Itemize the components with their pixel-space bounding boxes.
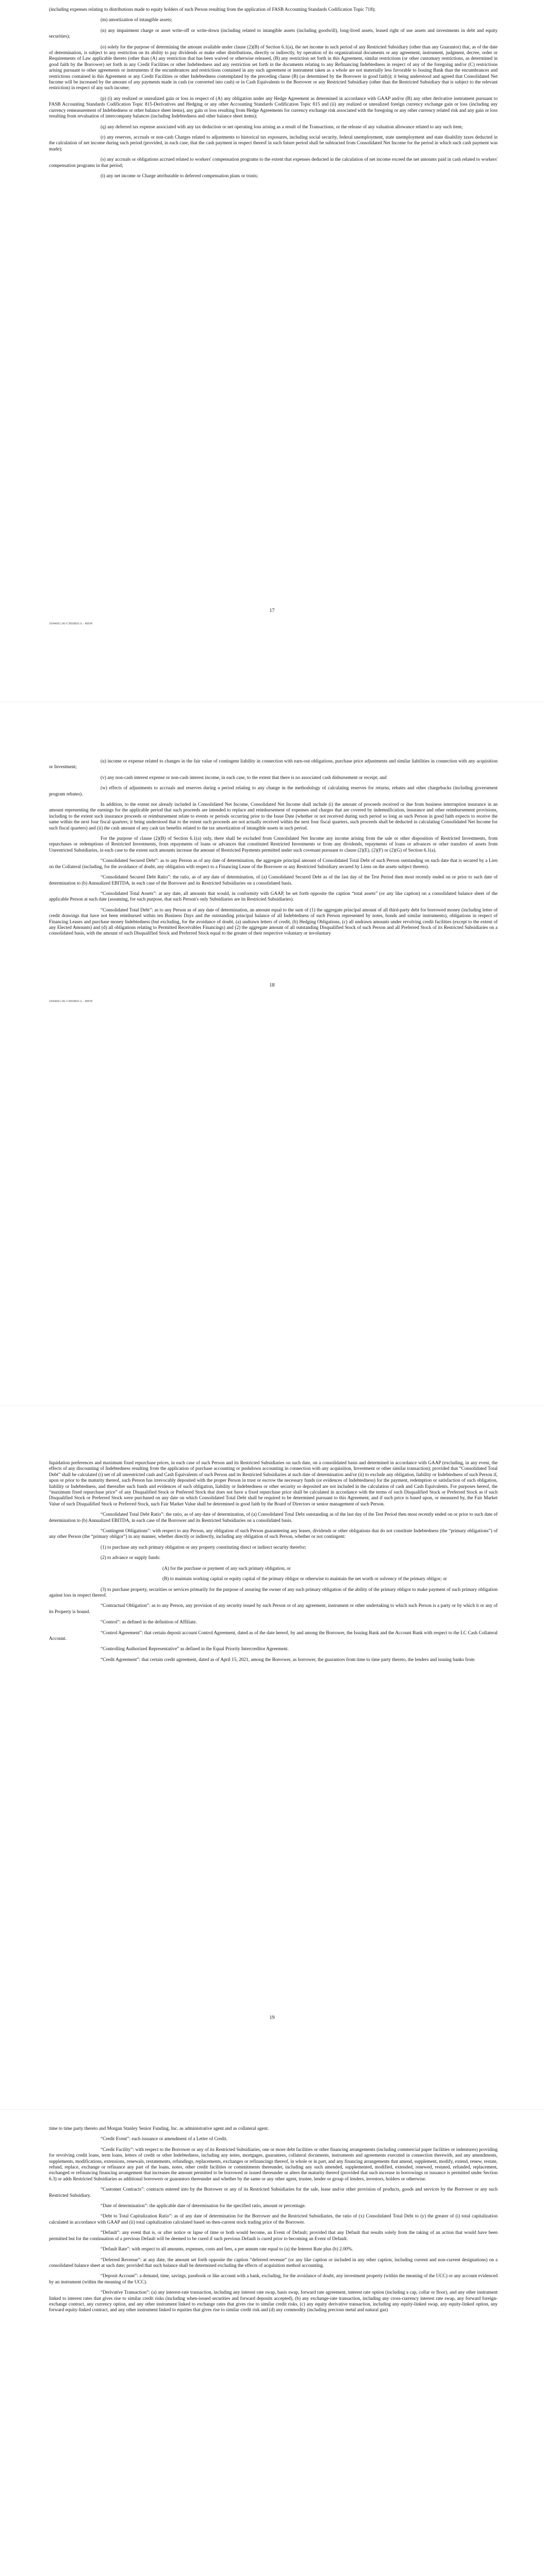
paragraph: “Consolidated Secured Debt”: as to any Person as of any date of determination, the aggregate principal amount of Consolidated Total Debt of such Person outstanding on such date that is secured by a Lien on the Collateral (including, for the avoidance of doubt, any obligation with respect to a Financing Lease of the Borrower or any Restricted Subsidiary secured by Liens on the assets subject thereto). (49, 858, 498, 870)
paragraph: (u) income or expense related to changes in the fair value of contingent liability in connection with earn-out obligations, purchase price adjustments and similar liabilities in connection with any acquisition or Investment; (49, 759, 498, 770)
paragraph: “Consolidated Total Debt”: as to any Person as of any date of determination, an amount equal to the sum of (1) the aggregate principal amount of all third-party debt for borrowed money (including letter of credit drawings that have not been reimbursed within ten Business Days and the outstanding principal balance of all Indebtedness of such Person represented by notes, bonds and similar instruments), obligations in respect of Financing Leases and purchase money Indebtedness (but excluding, for the avoidance of doubt, (a) undrawn letters of credit, (b) Hedging Obligations, (c) all undrawn amounts under revolving credit facilities (except to the extent of any Elected Amounts) and (d) all obligations relating to Permitted Receivables Financings) and (2) the aggregate amount of all outstanding Disqualified Stock of such Person and all Preferred Stock of its Restricted Subsidiaries on a consolidated basis, with the amount of such Disqualified Stock and Preferred Stock equal to the greater of their respective voluntary or involuntary (49, 907, 498, 937)
paragraph: “Customer Contracts”: contracts entered into by the Borrower or any of its Restricted Subsidiaries for the sale, lease and/or other provision of products, goods and services by the Borrower or any such Restricted Subsidiary. (49, 2187, 498, 2198)
page-18 (0, 703, 544, 1404)
paragraph: (s) any accruals or obligations accrued related to workers' compensation programs to the extent that expenses deducted in the calculation of net income exceed the net amounts paid in cash related to workers' compensation programs in that period; (49, 157, 498, 168)
paragraph: (v) any non-cash interest expense or non-cash interest income, in each case, to the extent that there is no associated cash disbursement or receipt; and (101, 775, 387, 781)
paragraph: (B) to maintain working capital or equity capital of the primary obligor or otherwise to maintain the net worth or solvency of the primary obligor; or (162, 1577, 447, 1582)
footer-doc-id: 1094001.06-CHISR01A - MSW (49, 1000, 93, 1003)
footer-doc-id: 1094001.06-CHISR01A - MSW (49, 622, 93, 625)
paragraph: “Consolidated Secured Debt Ratio”: the ratio, as of any date of determination, of (a) Consolidated Secured Debt as of the last day of the Test Period then most recently ended on or prior to such date of determination to (b) Annualized EBITDA, in each case of the Borrower and its Restricted Subsidiaries on a consolidated basis. (49, 875, 498, 886)
paragraph: (A) for the purchase or payment of any such primary obligation, or (162, 1566, 291, 1571)
paragraph: “Consolidated Total Assets”: at any date, all amounts that would, in conformity with GAAP, be set forth opposite the caption “total assets” (or any like caption) on a consolidated balance sheet of the applicable Person at such date (assuming, for such purpose, that such Person's only Subsidiaries are its Restricted Subsidiaries). (49, 891, 498, 903)
paragraph: (2) to advance or supply funds: (101, 1555, 160, 1561)
paragraph: (n) any impairment charge or asset write-off or write-down (including related to intangible assets (including goodwill), long-lived assets, leased right of use assets and investments in debt and equity securities); (49, 28, 498, 40)
paragraph: “Credit Facility”: with respect to the Borrower or any of its Restricted Subsidiaries, one or more debt facilities or other financing arrangements (including commercial paper facilities or indentures) providing for revolving credit loans, term loans, letters of credit or other Indebtedness, including any notes, mortgages, guarantees, collateral documents, instruments and agreements executed in connection therewith, and any amendments, supplements, modifications, extensions, renewals, restatements, refundings, replacements, exchanges or refinancings thereof, in whole or in part, and any financing arrangements that amend, supplement, modify, extend, renew, restate, refund, replace, exchange or refinance any part of the loans, notes, other credit facilities or commitments thereunder, including any such amended, supplemented, modified, extended, renewed, restated, refunded, replacement, exchanged or refinancing financing arrangement that increases the amount permitted to be borrowed or issued thereunder or alters the maturity thereof (provided that such increase in borrowings or issuance is permitted under Section 6.3) or adds Restricted Subsidiaries as additional borrowers or guarantors thereunder and whether by the same or any other agent, trustee, lender or group of lenders, investors, holders or otherwise. (49, 2147, 498, 2182)
page-19 (0, 1407, 544, 2108)
paragraph: “Credit Event”: each issuance or amendment of a Letter of Credit. (101, 2137, 228, 2142)
paragraph: “Debt to Total Capitalization Ratio”: as of any date of determination for the Borrower and the Restricted Subsidiaries, the ratio of (x) Consolidated Total Debt to (y) the greater of (i) total capitalization calculated in accordance with GAAP and (ii) total capitalization calculated based on then-current stock trading price of the Borrower. (49, 2214, 498, 2225)
paragraph: “Date of determination”: the applicable date of determination for the specified ratio, amount or percentage. (101, 2204, 306, 2209)
page-17-body (49, 7, 498, 184)
paragraph: “Default Rate”: with respect to all amounts, expenses, costs and fees, a per annum rate equal to (a) the Interest Rate plus (b) 2.00%. (101, 2247, 353, 2252)
paragraph: “Contractual Obligation”: as to any Person, any provision of any security issued by such Person or of any agreement, instrument or other undertaking to which such Person is a party or by which it or any of its Property is bound. (49, 1603, 498, 1615)
paragraph: “Credit Agreement”: that certain credit agreement, dated as of April 15, 2021, among the Borrower, as borrower, the guarantors from time to time party thereto, the lenders and issuing banks from (101, 1657, 475, 1663)
paragraph: (including expenses relating to distributions made to equity holders of such Person resulting from the application of FASB Accounting Standards Codification Topic 718); (49, 7, 376, 12)
paragraph: In addition, to the extent not already included in Consolidated Net Income, Consolidated Net Income shall include (i) the amount of proceeds received or due from business interruption insurance in an amount representing the earnings for the applicable period that such proceeds are intended to replace and reimbursement of expenses and charges that are covered by indemnification, insurance and other reimbursement provisions, including to the extent such insurance proceeds or reimbursement relate to events or periods occurring prior to the Issue Date (whether or not received during such period so long as such Person in good faith expects to receive the same within the next four fiscal quarters; it being understood that to the extent such proceeds are not actually received within the next four fiscal quarters, such proceeds shall be deducted in calculating Consolidated Net Income for such fiscal quarters) and (ii) the cash amount of any cash tax benefits related to the tax amortization of intangible assets in such period. (49, 802, 498, 831)
paragraph: (w) effects of adjustments to accruals and reserves during a period relating to any change in the methodology of calculating reserves for returns, rebates and other chargebacks (including government program rebates). (49, 786, 498, 797)
page-number: 17 (269, 608, 275, 614)
page-20 (0, 2111, 544, 2576)
paragraph: (3) to purchase property, securities or services primarily for the purpose of assuring the owner of any such primary obligation of the ability of the primary obligor to make payment of such primary obligation against loss in respect thereof. (49, 1587, 498, 1598)
paragraph: “Controlling Authorized Representative” as defined in the Equal Priority Intercreditor Agreement. (101, 1647, 289, 1652)
paragraph: time to time party thereto and Morgan Stanley Senior Funding, Inc. as administrative agent and as collateral agent. (49, 2126, 269, 2131)
paragraph: “Contingent Obligations”: with respect to any Person, any obligation of such Person guaranteeing any leases, dividends or other obligations that do not constitute Indebtedness (the “primary obligations”) of any other Person (the “primary obligor”) in any manner, whether directly or indirectly, including any obligation of such Person, whether or not contingent: (49, 1529, 498, 1540)
paragraph: (o) solely for the purpose of determining the amount available under clause (2)(B) of Section 6.1(a), the net income in such period of any Restricted Subsidiary (other than any Guarantor) that, as of the date of determination, is subject to any restriction on its ability to pay dividends or make other distributions, directly or indirectly, by operation of its organizational documents or any agreement, instrument, judgment, decree, order or Requirements of Law applicable thereto (other than (A) any restriction that has been waived or otherwise released, (B) any restriction set forth in this Agreement, similar restrictions (or other customary restrictions, as determined in good faith by the Borrower) set forth in any Credit Facilities or other Indebtedness and any restriction set forth in the documents relating to any Refinancing Indebtedness in respect of any of the foregoing and/or (C) restrictions arising pursuant to other agreements or instruments if the encumbrances and restrictions contained in any such agreement or instrument taken as a whole are not materially less favorable to Issuing Bank than the encumbrances and restrictions contained in this Agreement or any Credit Facilities or other Indebtedness contemplated by the preceding clause (B) (as determined by the Borrower in good faith)); it being understood and agreed that Consolidated Net Income will be increased by the amount of any payments made in cash (or converted into cash) or in Cash Equivalents to the Borrower or any Restricted Subsidiary (other than the Restricted Subsidiary that is subject to the relevant restriction) in respect of any such income; (49, 44, 498, 91)
paragraph: “Derivative Transaction”: (a) any interest-rate transaction, including any interest rate swap, basis swap, forward rate agreement, interest rate option (including a cap, collar or floor), and any other instrument linked to interest rates that gives rise to similar credit risks (including when-issued securities and forward deposits accepted), (b) any exchange-rate transaction, including any cross-currency interest rate swap, any forward foreign-exchange contract, any currency option, and any other instrument linked to exchange rates that gives rise to similar credit risks, (c) any equity derivative transaction, including any equity-linked swap, any equity-linked option, any forward equity-linked contract, and any other instrument linked to equities that gives rise to similar credit risk and (d) any commodity (including precious metal and natural gas) (49, 2290, 498, 2313)
paragraph: (r) any reserves, accruals or non-cash Charges related to adjustments to historical tax exposures, including social security, federal unemployment, state unemployment and state disability taxes deducted in the calculation of net income during such period (provided, in each case, that the cash payment in respect thereof in such future period shall be subtracted from Consolidated Net Income for the period in which such cash payment was made); (49, 134, 498, 152)
paragraph: (p) (i) any realized or unrealized gain or loss in respect of (A) any obligation under any Hedge Agreement as determined in accordance with GAAP and/or (B) any other derivative instrument pursuant to FASB Accounting Standards Codification Topic 815-Derivatives and Hedging or any other Accounting Standards Codification Topic 815 and (ii) any realized or unrealized foreign currency exchange gain or loss (including any currency remeasurement of Indebtedness or other balance sheet items), any gain or loss resulting from Hedge Agreements for currency exchange risk associated with the foregoing or any other currency related risk and any gain or loss resulting from revaluation of intercompany balances (including Indebtedness and other balance sheet items); (49, 96, 498, 120)
paragraph: (t) any net income or Charge attributable to deferred compensation plans or trusts; (101, 173, 258, 179)
paragraph: “Deferred Revenue”: at any date, the amount set forth opposite the caption “deferred revenue” (or any like caption or included in any other caption, including current and non-current designations) on a consolidated balance sheet at such date; provided that such balance shall be determined excluding the effects of acquisition method accounting. (49, 2257, 498, 2268)
paragraph: (m) amortization of intangible assets; (101, 18, 172, 23)
page-divider (0, 1405, 544, 1406)
page-18-body (49, 759, 498, 942)
paragraph: “Deposit Account”: a demand, time, savings, passbook or like account with a bank, excluding, for the avoidance of doubt, any investment property (within the meaning of the UCC) or any account evidenced by an instrument (within the meaning of the UCC). (49, 2274, 498, 2285)
paragraph: (1) to purchase any such primary obligation or any property constituting direct or indirect security therefor; (101, 1545, 306, 1550)
paragraph: For the purpose of clause (2)(B) of Section 6.1(a) only, there shall be excluded from Consolidated Net Income any income arising from the sale or other disposition of Restricted Investments, from repurchases or redemptions of Restricted Investments, from repayments of loans or advances that constituted Restricted Investments or from any dividends, repayments of loans or advances or other transfers of assets from Unrestricted Subsidiaries, in each case to the extent such amounts increase the amount of Restricted Payments permitted under such covenant pursuant to clause (2)(E), (2)(F) or (2)(G) of Section 6.1(a). (49, 836, 498, 853)
paragraph: liquidation preferences and maximum fixed repurchase prices, in each case of such Person and its Restricted Subsidiaries on such date, on a consolidated basis and determined in accordance with GAAP (excluding, in any event, the effects of any discounting of Indebtedness resulting from the application of purchase accounting or pushdown accounting in connection with any acquisition, Investment or other similar transaction); provided that “Consolidated Total Debt” shall be calculated (i) net of all unrestricted cash and Cash Equivalents of such Person and its Restricted Subsidiaries at such date of determination and/or (ii) to exclude any obligation, liability or Indebtedness of such Person if, upon or prior to the maturity thereof, such Person has irrevocably deposited with the proper Person in trust or escrow the necessary funds (or evidences of Indebtedness) for the payment, redemption or satisfaction of such obligation, liability or Indebtedness, and thereafter such funds and evidences of such obligation, liability or Indebtedness or other security so deposited are not included in the calculation of cash and Cash Equivalents. For purposes hereof, the “maximum fixed repurchase price” of any Disqualified Stock or Preferred Stock that does not have a fixed repurchase price shall be calculated in accordance with the terms of such Disqualified Stock or Preferred Stock as if such Disqualified Stock or Preferred Stock were purchased on any date on which Consolidated Total Debt shall be required to be determined pursuant to this Agreement, and if such price is based upon, or measured by, the Fair Market Value of such Disqualified Stock or Preferred Stock, such Fair Market Value shall be determined in good faith by the Board of Directors or senior management of such Person. (49, 1461, 498, 1507)
paragraph: “Default”: any event that is, or after notice or lapse of time or both would become, an Event of Default; provided that any Default that results solely from the taking of an action that would have been permitted but for the continuation of a previous Default will be deemed to be cured if such previous Default is cured prior to becoming an Event of Default. (49, 2230, 498, 2242)
paragraph: “Consolidated Total Debt Ratio”: the ratio, as of any date of determination, of (a) Consolidated Total Debt outstanding as of the last day of the Test Period then most recently ended on or prior to such date of determination to (b) Annualized EBITDA, in each case of the Borrower and its Restricted Subsidiaries on a consolidated basis. (49, 1512, 498, 1523)
page-number: 18 (269, 982, 275, 988)
paragraph: “Control”: as defined in the definition of Affiliate. (101, 1620, 197, 1625)
paragraph: (q) any deferred tax expense associated with any tax deduction or net operating loss arising as a result of the Transactions, or the release of any valuation allowance related to any such item; (101, 124, 463, 130)
page-divider (0, 2109, 544, 2110)
page-number: 19 (269, 2015, 275, 2021)
page-19-body (49, 1461, 498, 1668)
page-17 (0, 0, 544, 701)
page-20-body (49, 2126, 498, 2318)
paragraph: “Control Agreement”: that certain deposit account Control Agreement, dated as of the date hereof, by and among the Borrower, the Issuing Bank and the Account Bank with respect to the LC Cash Collateral Account. (49, 1630, 498, 1641)
